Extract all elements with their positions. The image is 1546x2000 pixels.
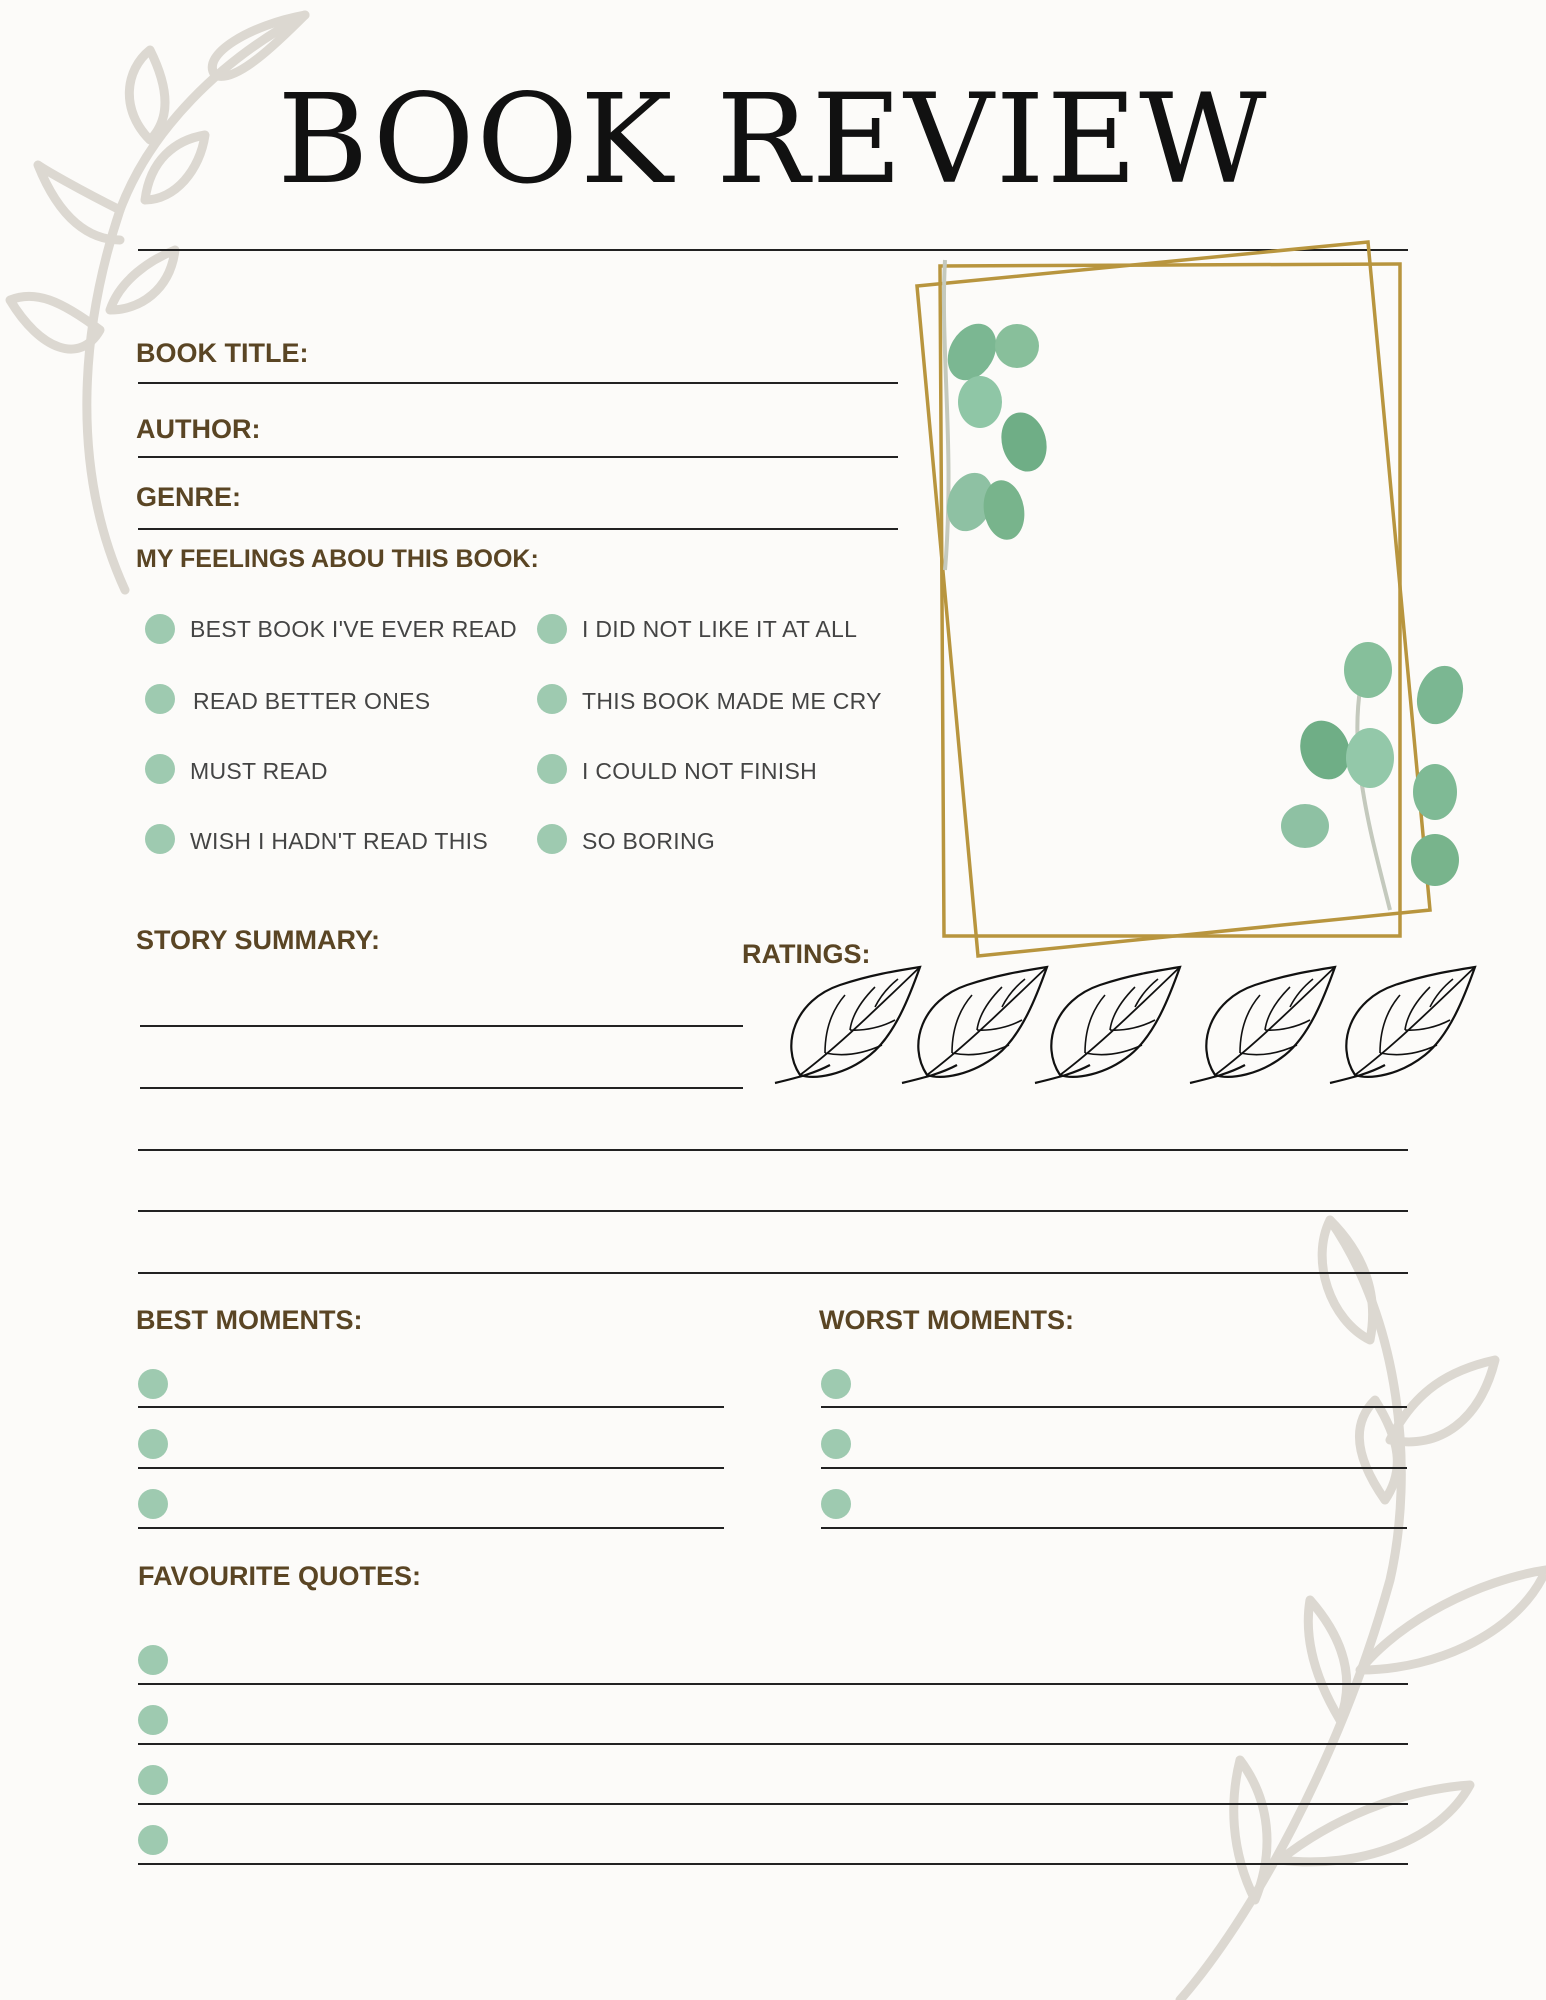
rating-leaves	[770, 965, 1490, 1095]
rating-leaf-4[interactable]	[1190, 967, 1335, 1083]
feeling-checkbox[interactable]	[537, 684, 567, 714]
feelings-label: MY FEELINGS ABOU THIS BOOK:	[136, 545, 539, 573]
genre-label: GENRE:	[136, 482, 242, 512]
vine-decoration-bottom-right	[1160, 1200, 1546, 2000]
summary-line[interactable]	[138, 1272, 1408, 1274]
feeling-option-label: THIS BOOK MADE ME CRY	[582, 688, 882, 714]
feeling-option-label: I COULD NOT FINISH	[582, 758, 817, 784]
bullet-dot	[138, 1369, 168, 1399]
worst-moment-line[interactable]	[821, 1527, 1407, 1529]
worst-moment-line[interactable]	[821, 1406, 1407, 1408]
bullet-dot	[821, 1429, 851, 1459]
eucalyptus-leaves-bottom	[1281, 642, 1471, 910]
best-moment-line[interactable]	[138, 1467, 724, 1469]
book-title-label: BOOK TITLE:	[136, 338, 309, 368]
summary-line[interactable]	[138, 1210, 1408, 1212]
quote-line[interactable]	[138, 1863, 1408, 1865]
worst-moments-label: WORST MOMENTS:	[819, 1305, 1074, 1335]
summary-line[interactable]	[140, 1025, 743, 1027]
feeling-option-label: SO BORING	[582, 828, 716, 854]
summary-line[interactable]	[138, 1149, 1408, 1151]
book-title-field[interactable]	[138, 382, 898, 384]
author-label: AUTHOR:	[136, 414, 261, 444]
favourite-quotes-label: FAVOURITE QUOTES:	[138, 1561, 422, 1591]
best-moments-label: BEST MOMENTS:	[136, 1305, 363, 1335]
feeling-option-label: MUST READ	[190, 758, 328, 784]
bullet-dot	[821, 1369, 851, 1399]
cover-photo-frame	[900, 230, 1460, 970]
feeling-option-label: WISH I HADN'T READ THIS	[190, 828, 488, 854]
bullet-dot	[138, 1489, 168, 1519]
feeling-checkbox[interactable]	[145, 824, 175, 854]
genre-field[interactable]	[138, 528, 898, 530]
rating-leaf-5[interactable]	[1330, 967, 1475, 1083]
quote-line[interactable]	[138, 1803, 1408, 1805]
author-field[interactable]	[138, 456, 898, 458]
feeling-option-label: READ BETTER ONES	[193, 688, 431, 714]
rating-leaf-2[interactable]	[902, 967, 1047, 1083]
ratings-label: RATINGS:	[742, 939, 871, 969]
bullet-dot	[138, 1825, 168, 1855]
feeling-checkbox[interactable]	[145, 684, 175, 714]
rating-leaf-3[interactable]	[1035, 967, 1180, 1083]
bullet-dot	[138, 1645, 168, 1675]
eucalyptus-leaves-top	[938, 260, 1053, 570]
feeling-checkbox[interactable]	[537, 754, 567, 784]
best-moment-line[interactable]	[138, 1527, 724, 1529]
worst-moment-line[interactable]	[821, 1467, 1407, 1469]
feeling-option-label: I DID NOT LIKE IT AT ALL	[582, 616, 858, 642]
story-summary-label: STORY SUMMARY:	[136, 925, 381, 955]
page-title: BOOK REVIEW	[277, 68, 1269, 212]
feeling-option-label: BEST BOOK I'VE EVER READ	[190, 616, 517, 642]
rating-leaf-1[interactable]	[775, 967, 920, 1083]
quote-line[interactable]	[138, 1743, 1408, 1745]
bullet-dot	[138, 1705, 168, 1735]
feeling-checkbox[interactable]	[537, 614, 567, 644]
summary-line[interactable]	[140, 1087, 743, 1089]
bullet-dot	[138, 1765, 168, 1795]
quote-line[interactable]	[138, 1683, 1408, 1685]
feeling-checkbox[interactable]	[145, 754, 175, 784]
feeling-checkbox[interactable]	[537, 824, 567, 854]
bullet-dot	[138, 1429, 168, 1459]
feeling-checkbox[interactable]	[145, 614, 175, 644]
best-moment-line[interactable]	[138, 1406, 724, 1408]
bullet-dot	[821, 1489, 851, 1519]
